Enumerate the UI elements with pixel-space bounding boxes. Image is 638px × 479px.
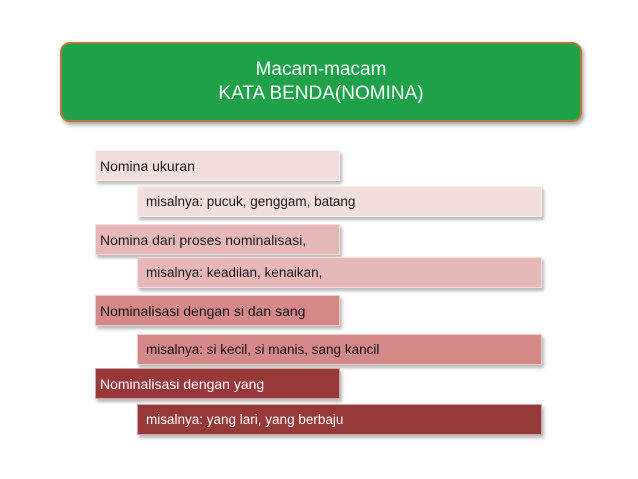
- item-2-example: misalnya: keadilan, kenaikan,: [146, 265, 323, 280]
- item-3-example: misalnya: si kecil, si manis, sang kancil: [146, 342, 380, 357]
- item-4-label-bar: [95, 368, 340, 399]
- item-4-example: misalnya: yang lari, yang berbaju: [146, 412, 344, 427]
- item-4-label: Nominalisasi dengan yang: [100, 375, 265, 392]
- item-2-label-bar: [95, 224, 340, 255]
- item-2-label: Nomina dari proses nominalisasi,: [100, 231, 307, 248]
- item-4-example-bar: [137, 404, 542, 435]
- item-3-label: Nominalisasi dengan si dan sang: [100, 302, 306, 319]
- title-box: [60, 42, 582, 122]
- title-line-1: Macam-macam: [255, 59, 387, 80]
- item-2-example-bar: [137, 257, 542, 288]
- item-1-label: Nomina ukuran: [100, 157, 195, 174]
- item-1-example: misalnya: pucuk, genggam, batang: [146, 194, 356, 209]
- item-3-example-bar: [137, 334, 542, 365]
- title-line-2: KATA BENDA(NOMINA): [218, 83, 424, 104]
- item-3-label-bar: [95, 295, 340, 326]
- item-1-label-bar: [95, 150, 340, 181]
- item-1-example-bar: [137, 186, 542, 217]
